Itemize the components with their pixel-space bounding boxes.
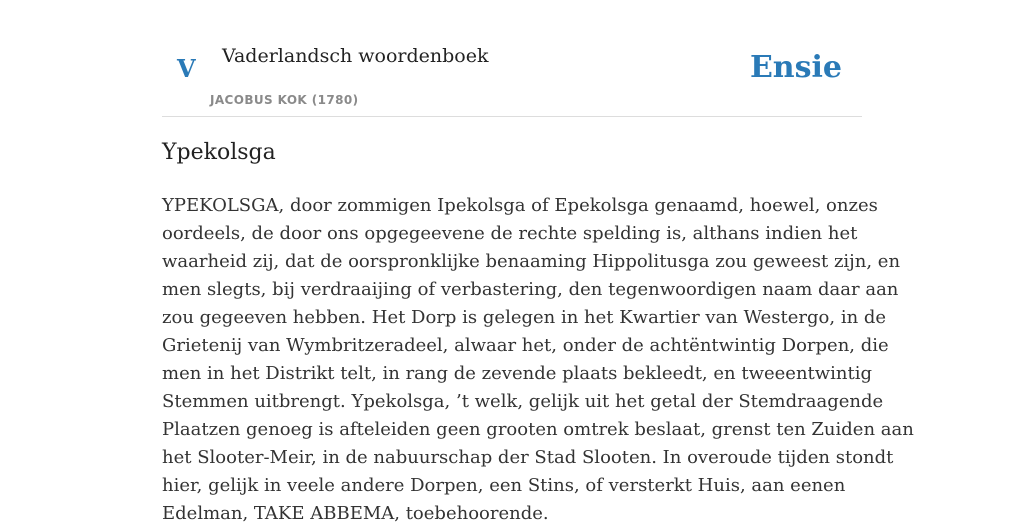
definition-line: Plaatzen genoeg is afteleiden geen grooten omtrek beslaat, grenst ten Zuiden aan bbox=[162, 419, 914, 440]
definition-line: het Slooter-Meir, in de nabuurschap der Stad Slooten. In overoude tijden stondt bbox=[162, 447, 894, 468]
definition-line: men in het Distrikt telt, in rang de zevende plaats bekleedt, en tweeentwintig bbox=[162, 363, 873, 384]
dictionary-title[interactable]: Vaderlandsch woordenboek bbox=[222, 45, 489, 67]
definition-line: zou gegeeven hebben. Het Dorp is gelegen in het Kwartier van Westergo, in de bbox=[162, 307, 887, 328]
dictionary-header bbox=[162, 0, 862, 117]
entry-headword: Ypekolsga bbox=[162, 140, 276, 165]
ensie-logo[interactable]: Ensie bbox=[749, 50, 842, 85]
definition-line: men slegts, bij verdraaijing of verbastering, den tegenwoordigen naam daar aan bbox=[162, 279, 899, 300]
definition-line: waarheid zij, dat de oorspronklijke benaaming Hippolitusga zou geweest zijn, en bbox=[162, 251, 901, 272]
definition-line: hier, gelijk in veele andere Dorpen, een Stins, of versterkt Huis, aan eenen bbox=[162, 475, 846, 496]
definition-line: Grietenij van Wymbritzeradeel, alwaar het, onder de achtëntwintig Dorpen, die bbox=[162, 335, 889, 356]
letter-index[interactable]: V bbox=[177, 54, 196, 83]
definition-line: YPEKOLSGA, door zommigen Ipekolsga of Epekolsga genaamd, hoewel, onzes bbox=[162, 195, 878, 216]
definition-line: oordeels, de door ons opgegeevene de rechte spelding is, althans indien het bbox=[162, 223, 858, 244]
definition-line: Stemmen uitbrengt. Ypekolsga, ’t welk, gelijk uit het getal der Stemdraagende bbox=[162, 391, 884, 412]
definition-line: Edelman, TAKE ABBEMA, toebehoorende. bbox=[162, 503, 549, 524]
dictionary-author: JACOBUS KOK (1780) bbox=[210, 93, 359, 107]
entry-definition bbox=[162, 192, 914, 528]
